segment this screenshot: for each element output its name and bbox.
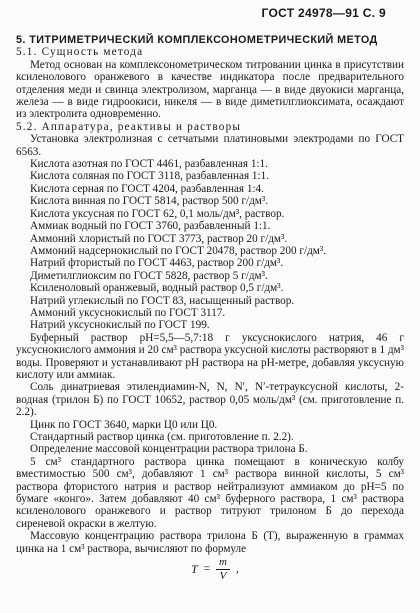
paragraph-standardization: 5 см³ стандартного раствора цинка помещают в коническую колбу вместимостью 500 см³, добавляют 1 см³ раствора винной кислоты, 5 см³ раствора фтористого натрия и раствор нейтрализуют аммиаком до pH=5 по бумаге «конго». Затем добавляют 40 см³ буферного раствора, 1 см³ раствора ксиленолового оранжевого и раствор титруют трилоном Б до перехода сиреневой окраски в желтую. (16, 455, 404, 530)
paragraph-mass-concentration: Массовую концентрацию раствора трилона Б (T), выраженную в граммах цинка на 1 см³ раствора, вычисляют по формуле (16, 530, 404, 555)
page-header: ГОСТ 24978—91 С. 9 (261, 6, 386, 20)
list-item: Кислота винная по ГОСТ 5814, раствор 500 г/дм³. (30, 195, 269, 208)
list-item: Стандартный раствор цинка (см. приготовление п. 2.2). (30, 431, 294, 443)
formula-tail: , (236, 563, 239, 576)
list-item: Аммоний надсернокислый по ГОСТ 20478, раствор 200 г/дм³. (30, 244, 326, 257)
list-item: Соль динатриевая этилендиамин-N, N, N′, N′-тетрауксусной кислоты, 2-водная (трилон Б) по ГОСТ 10652, раствор 0,05 моль/дм³ (см. приготовление п. 2.2). (16, 381, 404, 419)
list-item: Кислота соляная по ГОСТ 3118, разбавленная 1:1. (30, 170, 269, 183)
formula-denominator: V (219, 570, 227, 583)
section-title: 5. ТИТРИМЕТРИЧЕСКИЙ КОМПЛЕКСОНОМЕТРИЧЕСКИЙ МЕТОД (16, 34, 378, 46)
subsection-title-2: 5.2. Аппаратура, реактивы и растворы (16, 120, 242, 133)
paragraph-principle: Метод основан на комплексонометрическом титровании цинка в присутствии ксиленолового оранжевого в качестве индикатора после предварительного отделения меди и свинца электролизом, марганца — в виде двуокиси марганца, железа — в виде гидроокиси, никеля — в виде диметилглиоксимата, осаждают из электролита одновременно. (16, 58, 404, 121)
formula-lhs: T (191, 562, 198, 577)
list-item: Натрий углекислый по ГОСТ 83, насыщенный раствор. (30, 294, 295, 307)
list-item: Цинк по ГОСТ 3640, марки Ц0 или Ц0. (30, 418, 218, 431)
formula-numerator: m (219, 556, 227, 569)
list-item: Диметилглиоксим по ГОСТ 5828, раствор 5 г/дм³. (30, 269, 268, 282)
formula (191, 557, 404, 582)
list-item: Ксиленоловый оранжевый, водный раствор 0,5 г/дм³. (30, 282, 284, 295)
formula-equals: = (203, 563, 210, 576)
subsection-title-1: 5.1. Сущность метода (16, 46, 144, 59)
list-item: Натрий фтористый по ГОСТ 4463, раствор 200 г/дм³. (30, 257, 284, 270)
list-item: Аммоний уксуснокислый по ГОСТ 3117. (30, 306, 226, 319)
list-item: Определение массовой концентрации раствора трилона Б. (30, 443, 308, 456)
list-item: Установка электролизная с сетчатыми платиновыми электродами по ГОСТ 6563. (16, 133, 404, 158)
document-body (16, 34, 404, 582)
list-item: Аммоний хлористый по ГОСТ 3773, раствор 20 г/дм³. (30, 232, 288, 245)
list-item: Кислота серная по ГОСТ 4204, разбавленная 1:4. (30, 182, 264, 195)
list-item: Натрий уксуснокислый по ГОСТ 199. (30, 319, 210, 332)
list-item: Кислота уксусная по ГОСТ 62, 0,1 моль/дм³, раствор. (30, 207, 285, 220)
list-item: Буферный раствор pH=5,5—5,7:18 г уксуснокислого натрия, 46 г уксуснокислого аммония и 20 см³ раствора уксусной кислоты растворяют в 1 дм³ воды. Проверяют и устанавливают pH раствора на pH-метре, добавляя уксусную кислоту или аммиак. (16, 331, 404, 381)
list-item: Кислота азотная по ГОСТ 4461, разбавленная 1:1. (30, 158, 268, 171)
list-item: Аммиак водный по ГОСТ 3760, разбавленный 1:1. (30, 220, 271, 233)
formula-fraction (216, 557, 230, 582)
